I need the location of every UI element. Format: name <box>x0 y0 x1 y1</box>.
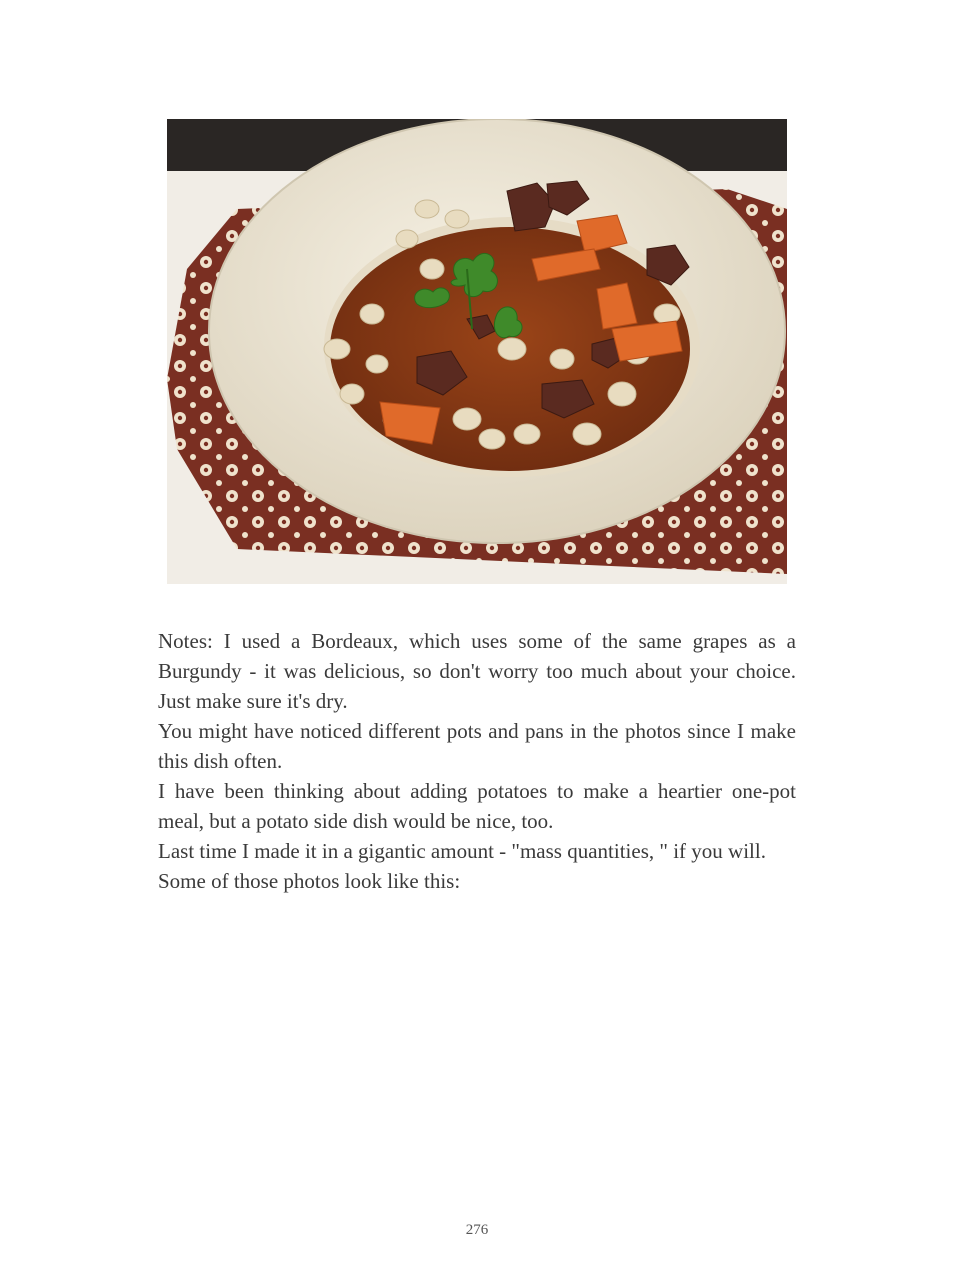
stew-photo <box>167 119 787 584</box>
paragraph-quantities: Last time I made it in a gigantic amount - "mass quantities, " if you will. <box>158 839 766 863</box>
paragraph-pots-and-pans: You might have noticed different pots and pans in the photos since I make this dish often. <box>158 719 796 773</box>
paragraph-notes: Notes: I used a Bordeaux, which uses some of the same grapes as a Burgundy - it was delicious, so don't worry too much about your choice. Just make sure it's dry. <box>158 629 796 713</box>
paragraph-potatoes: I have been thinking about adding potatoes to make a heartier one-pot meal, but a potato side dish would be nice, too. <box>158 779 796 833</box>
body-text <box>158 626 796 896</box>
page-number: 276 <box>465 1222 489 1238</box>
paragraph-photos-intro: Some of those photos look like this: <box>158 869 461 893</box>
